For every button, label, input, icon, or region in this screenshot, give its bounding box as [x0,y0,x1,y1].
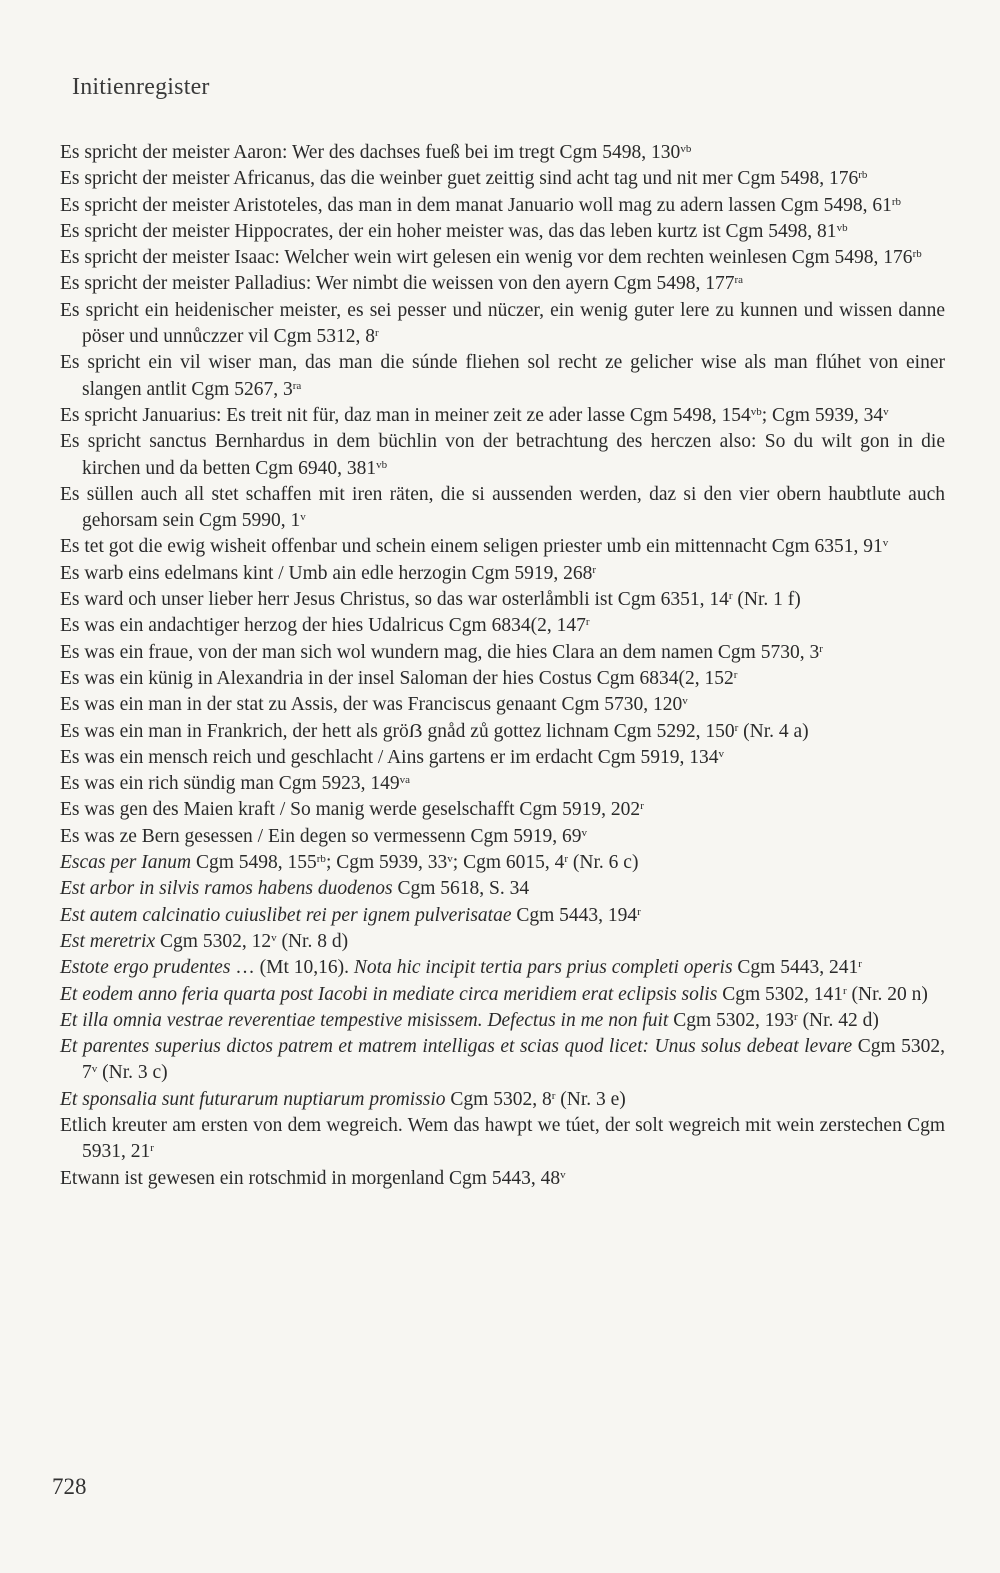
latin-incipit: Nota hic incipit tertia pars prius completi operis [353,957,733,979]
index-entry [60,1008,945,1034]
latin-incipit: Est arbor in silvis ramos habens duodenos [60,878,393,900]
entry-text: Es spricht ein vil wiser man, das man die súnde fliehen sol recht ze gelicher wise als man flúhet von einer slangen antlit Cgm 5267, 3 [60,352,945,400]
entry-text: Cgm 5302, 141 [717,983,843,1005]
folio-superscript: r [843,984,847,997]
entry-text: Cgm 5302, 193 [668,1009,795,1031]
folio-superscript: rb [858,169,868,182]
entry-text: Es spricht sanctus Bernhardus in dem büchlin von der betrachtung des herczen also: So du wilt gon in die kirchen und da betten Cgm 6940, 381 [60,431,945,479]
entry-text: Cgm 5443, 194 [511,904,638,926]
index-entry [60,797,945,823]
index-entry [60,640,945,666]
index-entry [60,719,945,745]
latin-incipit: Escas per Ianum [60,852,192,874]
entry-text: Etlich kreuter am ersten von dem wegreich. Wem das hawpt we túet, der solt wegreich mit wein zerstechen Cgm 5931, 21 [60,1114,945,1163]
entry-text: Es was ein künig in Alexandria in der insel Saloman der hies Costus Cgm 6834(2, 152 [60,667,734,689]
entry-text: (Nr. 3 c) [97,1062,168,1084]
entry-text: Es was gen des Maien kraft / So manig werde geselschafft Cgm 5919, 202 [60,799,641,821]
folio-superscript: r [733,668,738,681]
folio-superscript: v [271,931,277,944]
entry-text: Es spricht Januarius: Es treit nit für, daz man in meiner zeit ze ader lasse Cgm 5498, 154 [60,404,751,426]
folio-superscript: va [399,774,410,787]
index-entry [60,771,945,797]
entry-text: Es spricht der meister Hippocrates, der ein hoher meister was, das das leben kurtz ist Cgm 5498, 81 [60,220,837,242]
entry-text: (Nr. 3 e) [555,1088,626,1110]
folio-superscript: v [91,1063,98,1076]
index-entry [60,245,945,271]
folio-superscript: v [581,826,588,839]
folio-superscript: v [447,853,453,866]
index-entry [60,850,945,876]
entry-text: ; Cgm 5939, 34 [761,404,884,426]
entry-text: Es was ein mensch reich und geschlacht / Ains gartens er im erdacht Cgm 5919, 134 [60,746,719,768]
entry-text: … (Mt 10,16). [230,957,354,979]
latin-incipit: Estote ergo prudentes [60,957,231,979]
folio-superscript: r [637,905,641,918]
folio-superscript: r [564,853,569,866]
index-entry [60,929,945,955]
index-entry [60,824,945,850]
entry-text: Es spricht der meister Africanus, das die weinber guet zeittig sind acht tag und nit mer Cgm 5498, 176 [60,168,859,190]
folio-superscript: vb [376,458,388,471]
entry-text: (Nr. 4 a) [738,720,809,742]
folio-superscript: r [551,1089,556,1102]
index-entry [60,429,945,482]
index-entry [60,298,945,351]
entry-text: Es süllen auch all stet schaffen mit iren räten, die si aussenden werden, daz si den vier obern haubtlute auch gehorsam sein Cgm 5990, 1 [60,483,945,532]
index-entry [60,982,945,1008]
entry-text: Es was ein rich sündig man Cgm 5923, 149 [60,773,400,795]
latin-incipit: Et parentes superius dictos patrem et matrem intelligas et scias quod licet: Unus solus debeat levare [60,1036,853,1058]
folio-superscript: vb [750,405,762,418]
entry-text: (Nr. 20 n) [846,983,928,1005]
latin-incipit: Et sponsalia sunt futurarum nuptiarum promissio [60,1088,446,1110]
folio-superscript: r [640,800,644,813]
entry-text: Es was ein man in Frankrich, der hett als gröẞ gnåd zů gottez lichnam Cgm 5292, 150 [60,720,735,742]
folio-superscript: v [882,537,889,550]
index-entry [60,166,945,192]
index-entry [60,666,945,692]
entry-text: (Nr. 1 f) [732,589,801,611]
entry-text: (Nr. 42 d) [797,1009,879,1031]
folio-superscript: v [560,1168,566,1181]
index-entry [60,613,945,639]
folio-superscript: r [819,642,823,655]
entry-text: Es spricht ein heidenischer meister, es sei pesser und nüczer, ein wenig guter lere zu kunnen und wissen danne pöser und unnůczzer vil Cgm 5312, 8 [60,299,945,348]
folio-superscript: ra [734,274,744,287]
index-entry [60,482,945,535]
entry-text: Es tet got die ewig wisheit offenbar und schein einem seligen priester umb ein mittennacht Cgm 6351, 91 [60,536,883,558]
index-entry [60,745,945,771]
entry-text: Etwann ist gewesen ein rotschmid in morgenland Cgm 5443, 48 [60,1167,561,1189]
entry-text: Es ward och unser lieber herr Jesus Christus, so das war osterlåmbli ist Cgm 6351, 14 [60,589,729,611]
entry-text: Cgm 5443, 241 [732,957,859,979]
index-entry [60,193,945,219]
index-entry [60,219,945,245]
folio-superscript: rb [891,195,901,208]
folio-superscript: r [585,616,590,629]
entry-text: Es was ein fraue, von der man sich wol wundern mag, die hies Clara an dem namen Cgm 5730, 3 [60,641,820,663]
entry-text: Cgm 5498, 155 [191,852,317,874]
entry-text: Es warb eins edelmans kint / Umb ain edle herzogin Cgm 5919, 268 [60,562,593,584]
entry-text: (Nr. 6 c) [568,852,639,874]
index-entries [60,140,945,1192]
entry-text: (Nr. 8 d) [276,930,349,952]
index-entry [60,271,945,297]
folio-superscript: rb [912,248,922,261]
folio-superscript: r [858,958,862,971]
entry-text: Es was ze Bern gesessen / Ein degen so vermessenn Cgm 5919, 69 [60,825,582,847]
page-number: 728 [52,1474,87,1499]
entry-text: Cgm 5302, 7 [82,1036,945,1084]
index-entry [60,903,945,929]
folio-superscript: v [682,695,688,708]
folio-superscript: ra [292,379,302,392]
index-entry [60,350,945,403]
index-entry [60,140,945,166]
folio-superscript: v [300,511,306,524]
folio-superscript: r [375,327,379,340]
folio-superscript: r [728,590,733,603]
index-entry [60,876,945,902]
entry-text: Cgm 5618, S. 34 [392,878,530,900]
folio-superscript: r [150,1142,154,1155]
latin-incipit: Est autem calcinatio cuiuslibet rei per ignem pulverisatae [60,904,512,926]
entry-text: Cgm 5302, 12 [155,930,272,952]
index-entry [60,1166,945,1192]
index-entry [60,561,945,587]
latin-incipit: Et eodem anno feria quarta post Iacobi in mediate circa meridiem erat eclipsis solis [60,983,718,1005]
entry-text: ; Cgm 5939, 33 [325,852,448,874]
index-entry [60,1034,945,1087]
index-entry [60,403,945,429]
entry-text: Es was ein andachtiger herzog der hies Udalricus Cgm 6834(2, 147 [60,615,586,637]
index-entry [60,1113,945,1166]
entry-text: Es spricht der meister Palladius: Wer nimbt die weissen von den ayern Cgm 5498, 177 [60,273,735,295]
folio-superscript: rb [316,853,326,866]
entry-text: ; Cgm 6015, 4 [452,852,565,874]
folio-superscript: r [592,563,597,576]
entry-text: Es was ein man in der stat zu Assis, der was Franciscus genaant Cgm 5730, 120 [60,694,683,716]
entry-text: Es spricht der meister Isaac: Welcher wein wirt gelesen ein wenig vor dem rechten weinlesen Cgm 5498, 176 [60,247,913,269]
entry-text: Cgm 5302, 8 [445,1088,552,1110]
index-entry [60,955,945,981]
entry-text: Es spricht der meister Aaron: Wer des dachses fueß bei im tregt Cgm 5498, 130 [60,142,681,163]
index-entry [60,534,945,560]
running-title: Initienregister [72,74,210,100]
index-entry [60,1087,945,1113]
latin-incipit: Et illa omnia vestrae reverentiae tempestive misissem. Defectus in me non fuit [60,1009,669,1031]
folio-superscript: vb [680,143,692,155]
index-entry [60,692,945,718]
entry-text: Es spricht der meister Aristoteles, das man in dem manat Januario woll mag zu adern lassen Cgm 5498, 61 [60,194,892,216]
folio-superscript: r [734,721,739,734]
folio-superscript: v [883,405,889,418]
folio-superscript: vb [836,221,848,234]
folio-superscript: v [718,747,725,760]
latin-incipit: Est meretrix [60,930,156,952]
folio-superscript: r [794,1010,798,1023]
index-entry [60,587,945,613]
